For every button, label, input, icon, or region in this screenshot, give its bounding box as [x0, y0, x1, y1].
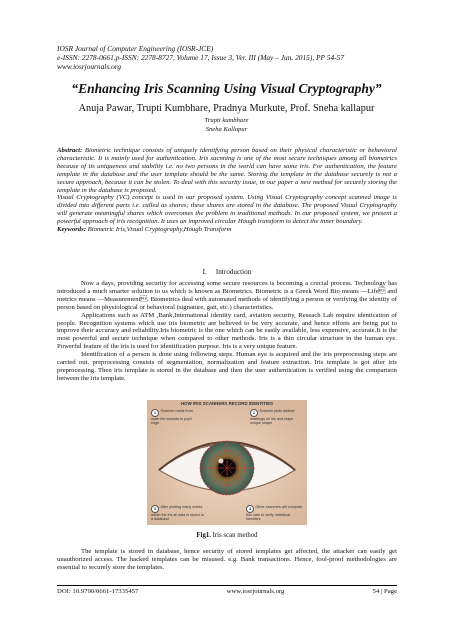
paper-title: “Enhancing Iris Scanning Using Visual Cryptography” — [71, 81, 382, 96]
affiliation-line: Trupti kumbhare — [204, 117, 249, 124]
footer-website[interactable]: www.iosrjournals.org — [226, 588, 285, 595]
abstract-label: Abstract: — [57, 147, 83, 154]
footer-doi: DOI: 10.9790/0661-17335457 — [57, 588, 139, 595]
keywords-text: Biometric Iris,Visual Cryptography,Hough Transform — [85, 226, 232, 234]
footer-rule — [57, 585, 397, 586]
step-number: 3 — [151, 505, 159, 513]
figure-step-2 — [250, 409, 304, 426]
step-number: 2 — [250, 409, 258, 417]
paragraph: Applications such as ATM ,Bank,International identity card, aviation security, Reseach Lab require identication of people. Recognition systems which use iris biometric are believed to be very accurate, and hence efforts are being put to improve their accuracy and reliability.Iris biometric is the one which can be easily available, less expensive, accurate.It is the most powerful and secure technique when compared to other methods. Iris is a thin circular structure in the human eye. Powerful feature of the iris is used for identification purpose. Iris is a very unique feature. — [57, 311, 397, 351]
journal-issn: e-ISSN: 2278-0661,p-ISSN: 2278-8727, Volume 17, Issue 3, Ver. III (May – Jun. 2015), PP 54-57 — [57, 53, 345, 62]
affiliation-line: Sneha Kallapur — [205, 126, 248, 133]
figure-label: Fig1. — [196, 532, 211, 539]
paragraph: Now a days, providing security for accessing some secure resources is becoming a crucial process. Technology has introduced a much smarter solution to us which is known as Biometrics. Biometric is a Greek Word Bio means —Life and metrics means —Measurement. Biometrics deal with automated methods of identifying a person or verifying the identity of person based on physiological or behavioral (signature, gait, etc.) characteristics. — [57, 280, 397, 311]
step-text: Scanner reads from outer iris inwards to pupil edge — [151, 409, 193, 426]
step-number: 4 — [246, 505, 254, 513]
journal-header — [57, 44, 397, 71]
step-text: Scanner plots distinct markings on iris and maps unique shape — [250, 409, 295, 426]
paragraph: Identification of a person is done using following steps. Human eye is acquired and the iris preprocessing steps are carried out. preprocessing consists of segmentation, normalization and feature extraction. Iris template is got after iris preprocessing. Then iris template is stored in the database and then the user authentication is verified using the comparison between the iris template. — [57, 351, 397, 382]
figure-caption — [57, 532, 397, 539]
abstract-text-2: Visual Cryptography (VC) concept is used in our proposed system. Using Visual Cryptography concept scanned image is divided into different parts i.e. called as shares; these shares are stored in the database. The proposed Visual Cryptography will generate meaningful shares which overcomes the problem in traditional methods. In our proposed system, we present a powerful approach of iris recognition. It uses an improved circular Hough transform to detect the inner boundary. — [57, 194, 397, 226]
introduction-body — [57, 280, 397, 383]
section-title: Introduction — [215, 268, 252, 276]
eye-highlight — [219, 459, 224, 464]
figure-step-1 — [151, 409, 199, 426]
abstract-text: Biometric technique consists of uniquely identifying person based on their physical characteristic or behavioral characteristic. It is mainly used for authentication. Iris sacnning is one of the most secure techniques among all biometrics because of its uniqueness and stability i.e. no two persons in the world can have same iris. For authentication, the feature template in the database and the user template should be the same. Storing the template in the database securely is not a secure approach, because it can be stolen. To deal with this security issue, in our paper a new method for securely storing the template in the database is proposed. — [57, 147, 397, 194]
step-text: Other scanners will compare this data to verify individual identities — [246, 505, 303, 522]
step-number: 1 — [151, 409, 159, 417]
step-text: After plotting many marks within the iris all data is saved to a database — [151, 505, 204, 522]
section-number: I. — [202, 268, 207, 276]
figure-step-4 — [246, 505, 304, 522]
journal-website[interactable]: www.iosrjournals.org — [57, 62, 122, 71]
journal-name: IOSR Journal of Computer Engineering (IOSR-JCE) — [57, 44, 214, 53]
section-heading — [57, 268, 397, 277]
paragraph-after-figure-block — [57, 548, 397, 572]
abstract-block — [57, 147, 397, 234]
footer-page-number: 54 | Page — [372, 588, 397, 595]
figure-step-3 — [151, 505, 206, 522]
figure-caption-text: Iris scan method — [210, 532, 258, 539]
page-footer — [57, 588, 397, 595]
paragraph: The template is stored in database, hence security of stored templates get affected, the attacker can easily get unauthorized access. The hacked templates can be misused. e.g. Bank transactions. Hence, fool-proof methodologies are essential to securely store the templates. — [57, 548, 397, 571]
figure-title: HOW IRIS SCANNERS RECORD IDENTITIES — [181, 401, 273, 406]
author-list: Anuja Pawar, Trupti Kumbhare, Pradnya Murkute, Prof. Sneha kallapur — [78, 103, 375, 114]
keywords-label: Keywords: — [57, 226, 86, 234]
